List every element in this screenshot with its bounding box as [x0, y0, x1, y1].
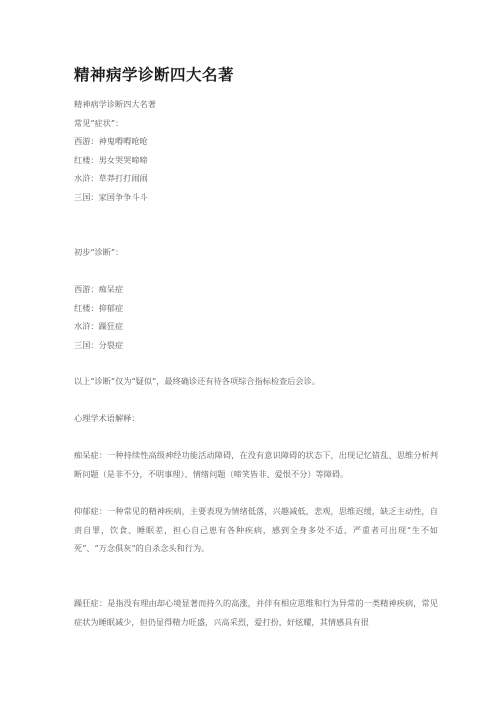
paragraph-mania: 躁狂症：是指没有理由却心境显著而持久的高涨，并伴有相应思维和行为异常的一类精神疾病，常见症状为睡眠减少，但仍显得精力旺盛，兴高采烈，爱打扮，好炫耀，其情感具有很	[74, 598, 438, 627]
text-line-honglou-diagnosis: 红楼：抑郁症	[74, 303, 124, 313]
text-line-xiyou-symptom: 西游：神鬼嘚嘚呛呛	[74, 136, 148, 146]
text-line-shuihu-symptom: 水浒：草莽打打闹闹	[74, 173, 148, 183]
text-line-sanguo-symptom: 三国：家国争争斗斗	[74, 192, 148, 202]
document-title: 精神病学诊断四大名著	[74, 66, 235, 84]
text-line-subtitle: 精神病学诊断四大名著	[74, 99, 156, 109]
text-line-symptoms-heading: 常见“症状”：	[74, 118, 124, 128]
text-line-shuihu-diagnosis: 水浒：躁狂症	[74, 321, 124, 331]
text-line-diagnosis-heading: 初步“诊断”：	[74, 247, 124, 257]
text-line-sanguo-diagnosis: 三国：分裂症	[74, 340, 124, 350]
paragraph-depression: 抑郁症：一种常见的精神疾病，主要表现为情绪低落，兴趣减低，悲观，思维迟缓，缺乏主动性，自责自罪，饮食、睡眠差，担心自己患有各种疾病，感到全身多处不适，严重者可出现“生不如死”、“万念俱灰”的自杀念头和行为。	[74, 506, 438, 553]
text-line-glossary-heading: 心理学术语解释：	[74, 413, 140, 423]
text-line-xiyou-diagnosis: 西游：痴呆症	[74, 284, 124, 294]
paragraph-dementia: 痴呆症：一种持续性高级神经功能活动障碍，在没有意识障碍的状态下，出现记忆错乱、思维分析判断问题（是非不分，不明事理）、情绪问题（啼笑皆非、爱恨不分）等障碍。	[74, 450, 438, 479]
text-line-honglou-symptom: 红楼：男女哭哭啼啼	[74, 155, 148, 165]
text-line-disclaimer: 以上“诊断”仅为“疑似”，最终确诊还有待各项综合指标检查后会诊。	[74, 376, 320, 386]
